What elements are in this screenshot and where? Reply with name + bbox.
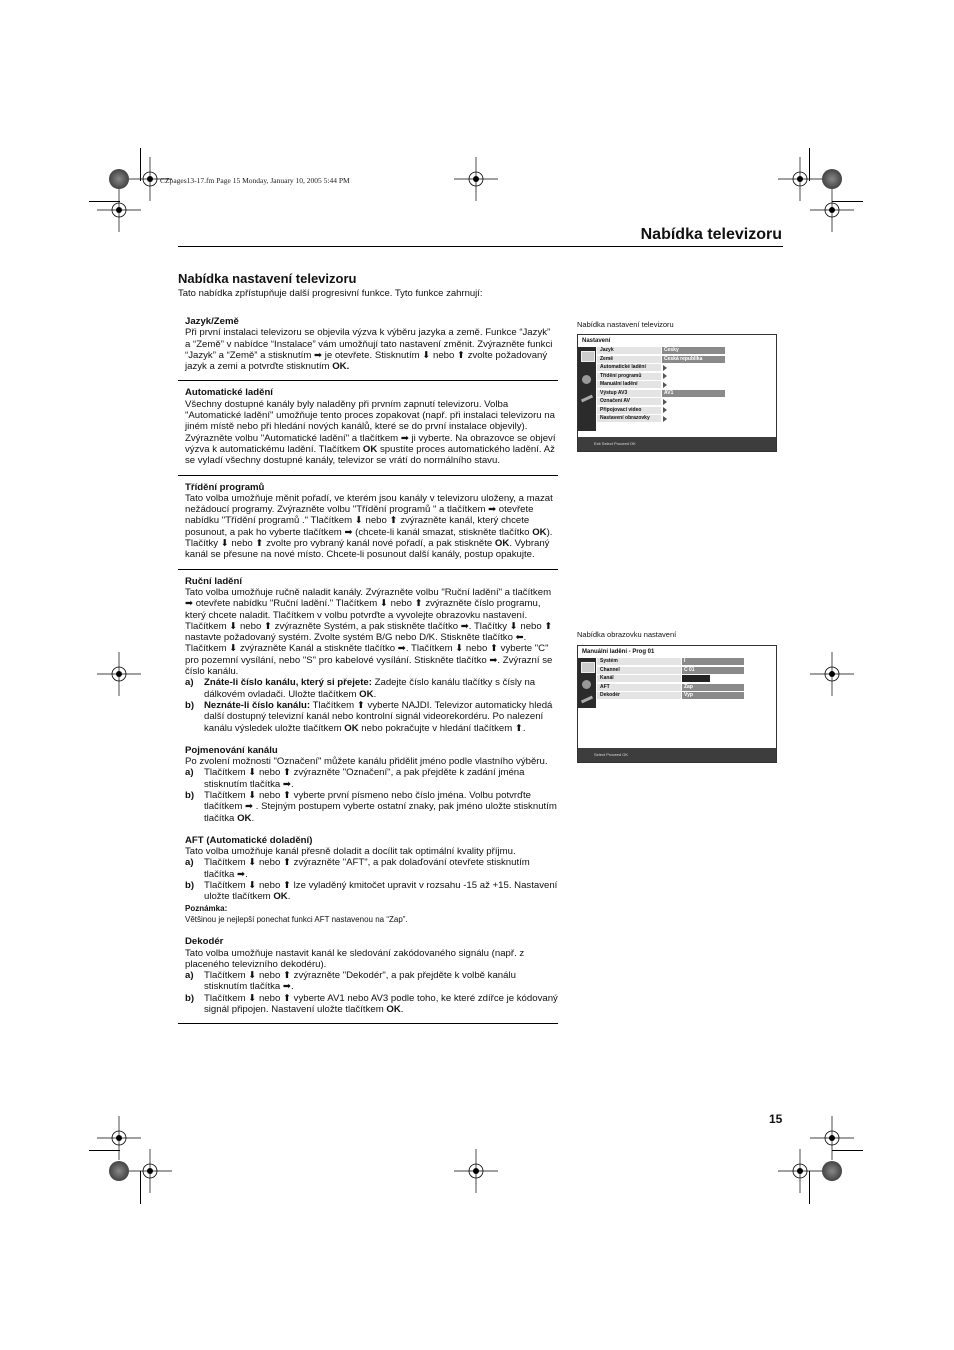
list-item: a) Tlačítkem ⬇ nebo ⬆ zvýrazněte "Dekodér", a pak přejděte k volbě kanálu stisknutím tlačítka ➡. — [185, 970, 516, 993]
section-heading: AFT (Automatické doladění) — [185, 834, 313, 846]
section-heading: Automatické ladění — [185, 387, 273, 399]
screen2-footer: Select Proceed OK — [578, 748, 776, 762]
menu-row-value: Česká republika — [662, 356, 725, 363]
list-item: b) Tlačítkem ⬇ nebo ⬆ lze vyladěný kmitočet upravit v rozsahu -15 až +15. Nastavení uložte tlačítkem OK. — [185, 880, 558, 903]
menu-row[interactable] — [578, 667, 776, 674]
menu-row[interactable] — [578, 692, 776, 699]
section-text: Tato volba umožňuje měnit pořadí, ve kterém jsou kanály v televizoru uloženy, a mazat nežádoucí programy. Zvýrazněte volbu "Třídění programů " a tlačítkem ➡ otevřete nabídku "Třídění programů ." Tlačítkem ⬇ nebo ⬆ zvýrazněte kanál, který chcete posunout, a pak ho vyberte tlačítkem ➡ (chcete-li kanál smazat, stiskněte tlačítko OK). Tlačítky ⬇ nebo ⬆ zvolte pro vybraný kanál nové pořadí, a pak stiskněte OK. Vybraný kanál se přesune na nové místo. Chcete-li posunout další kanály, postup opakujte. — [185, 492, 553, 561]
arrow-right-icon — [663, 382, 667, 388]
intro-text: Tato nabídka zpřístupňuje další progresivní funkce. Tyto funkce zahrnují: — [178, 288, 483, 299]
list-item: a) Tlačítkem ⬇ nebo ⬆ zvýrazněte "Označení", a pak přejděte k zadání jména stisknutím tlačítka ➡. — [185, 767, 525, 790]
section-title: Nabídka nastavení televizoru — [178, 271, 357, 286]
list-item: b) Tlačítkem ⬇ nebo ⬆ vyberte AV1 nebo AV3 podle toho, ke které zdířce je kódovaný signál připojen. Nastavení uložte tlačítkem OK. — [185, 992, 558, 1016]
section-text: Tato volba umožňuje ručně naladit kanály. Zvýrazněte volbu "Ruční ladění" a tlačítkem ➡ otevřete nabídku "Ruční ladění." Tlačítkem ⬇ nebo ⬆ zvýrazněte číslo programu, který chcete naladit. Tlačítkem v volbu potvrďte a vyvolejte obrazovku nastavení. Tlačítkem ⬇ nebo ⬆ zvýrazněte Systém, a pak stiskněte tlačítko ➡. Tlačítky ⬇ nebo ⬆ nastavte požadovaný systém. Zvolte systém B/G nebo D/K. Stiskněte tlačítko ⬅. Tlačítkem ⬇ zvýrazněte Kanál a stiskněte tlačítko ➡. Tlačítkem ⬇ nebo ⬆ vyberte "C" pro pozemní vysílání, nebo "S" pro kabelové vysílání. Stiskněte tlačítko ➡. Zvýrazní se číslo kanálu. — [185, 586, 553, 678]
screen2-title: Manuální ladění - Prog 01 — [582, 649, 655, 655]
menu-row-label: Systém — [597, 658, 681, 665]
menu-row-label: Channel — [597, 667, 681, 674]
registration-mark-icon — [810, 188, 854, 232]
registration-mark-icon — [454, 157, 498, 201]
menu-row[interactable] — [578, 398, 776, 405]
section-text: Tato volba umožňuje kanál přesně doladit a docílit tak optimální kvality příjmu. — [185, 846, 516, 858]
menu-row-label: Jazyk — [597, 347, 661, 354]
header-title: Nabídka televizoru — [640, 226, 782, 243]
registration-mark-icon — [97, 652, 141, 696]
crop-mark — [832, 1150, 863, 1151]
list-item: a) Tlačítkem ⬇ nebo ⬆ zvýrazněte "AFT", a pak dolaďování otevřete stisknutím tlačítka ➡. — [185, 857, 530, 880]
screen2-caption: Nabídka obrazovku nastavení — [577, 630, 677, 639]
arrow-right-icon — [663, 373, 667, 379]
menu-row[interactable] — [578, 381, 776, 388]
menu-row-label: Výstup AV3 — [597, 390, 661, 397]
section-rucni-ladeni-group — [178, 570, 558, 1025]
crop-mark — [809, 148, 810, 181]
registration-mark-icon — [778, 1149, 822, 1193]
section-heading: Pojmenování kanálu — [185, 744, 278, 756]
arrow-right-icon — [663, 365, 667, 371]
screen1-footer: Exit Select Proceed OK — [578, 437, 776, 451]
menu-row-label: Nastavení obrazovky — [597, 415, 661, 422]
menu-row[interactable] — [578, 675, 776, 682]
color-target-icon — [822, 169, 842, 189]
menu-row[interactable] — [578, 390, 776, 397]
menu-row-label: Připojovací video — [597, 407, 661, 414]
list-item: b) Neznáte-li číslo kanálu: Tlačítkem ⬆ vyberte NAJDI. Televizor automaticky hledá další dostupný televizní kanál nebo kontrolní signál videorekordéru. Po nalezení kanálu výsledek uložte tlačítkem OK nebo pokračujte v hledání tlačítkem ⬆. — [185, 699, 553, 734]
screen2-menu — [577, 645, 777, 763]
section-text: Všechny dostupné kanály byly naladěny při prvním zapnutí televizoru. Volba "Automatické ladění" umožňuje tento proces zopakovat (např. při instalaci televizoru na jiném místě nebo při hledání nových kanálů, které se do první instalace objevily). Zvýrazněte volbu "Automatické ladění" a tlačítkem ➡ ji vyberte. Na obrazovce se objeví výzva k automatickému ladění. Tlačítkem OK spustíte proces automatického ladění. Až se vyladí všechny dostupné kanály, televizor se vrátí do normálního stavu. — [185, 398, 556, 467]
menu-row[interactable] — [578, 658, 776, 665]
page-number: 15 — [769, 1112, 783, 1126]
arrow-right-icon — [663, 407, 667, 413]
menu-row-label: Automatické ladění — [597, 364, 661, 371]
menu-row-label: Manuální ladění — [597, 381, 661, 388]
screen1-menu — [577, 334, 777, 452]
registration-mark-icon — [454, 1149, 498, 1193]
menu-row-value: Česky — [662, 347, 725, 354]
registration-mark-icon — [810, 652, 854, 696]
channel-value-bar — [682, 675, 710, 682]
note-text: Většinou je nejlepší ponechat funkci AFT nastavenou na “Zap”. — [185, 914, 408, 924]
menu-row-label: Země — [597, 356, 661, 363]
menu-row-value: I — [682, 658, 744, 665]
crop-mark — [140, 148, 141, 181]
section-trideni-programu — [178, 476, 558, 570]
arrow-right-icon — [663, 399, 667, 405]
menu-row-label: Označení AV — [597, 398, 661, 405]
screen1-title: Nastavení — [582, 338, 611, 344]
menu-row-value: Vyp — [682, 692, 744, 699]
note-heading: Poznámka: — [185, 903, 228, 913]
menu-row[interactable] — [578, 356, 776, 363]
content-column — [178, 310, 558, 1024]
menu-row[interactable] — [578, 415, 776, 422]
menu-row-value: AV1 — [662, 390, 725, 397]
crop-mark — [809, 1171, 810, 1204]
list-item: b) Tlačítkem ⬇ nebo ⬆ vyberte první písmeno nebo číslo jména. Volbu potvrďte tlačítkem ➡ . Stejným postupem vyberte ostatní znaky, pak jméno uložte stisknutím tlačítka OK. — [185, 789, 557, 824]
section-heading: Jazyk/Země — [185, 316, 239, 327]
section-text: Tato volba umožňuje nastavit kanál ke sledování zakódovaného signálu (např. z placeného televizního dekodéru). — [185, 947, 525, 970]
crop-mark — [89, 201, 120, 202]
menu-row[interactable] — [578, 684, 776, 691]
section-text: Při první instalaci televizoru se objevila výzva k výběru jazyka a země. Funkce “Jazyk” a “Země” v nabídce “Instalace” vám umožňují tato nastavení změnit. Zvýrazněte funkci “Jazyk” a “Země” a stisknutím ➡ je otevřete. Stisknutím ⬇ nebo ⬆ zvolte požadovaný jazyk a zemi a potvrďte stisknutím OK. — [185, 327, 553, 373]
menu-row-label: Dekodér — [597, 692, 681, 699]
menu-row-label: Třídění programů — [597, 373, 661, 380]
section-heading: Třídění programů — [185, 481, 265, 493]
list-item: a) Znáte-li číslo kanálu, který si přejete: Zadejte číslo kanálu tlačítky s čísly na dálkovém ovladači. Uložte tlačítkem OK. — [185, 677, 536, 700]
screen1-caption: Nabídka nastavení televizoru — [577, 320, 674, 329]
header-rule — [178, 246, 783, 247]
crop-mark — [832, 201, 863, 202]
section-jazyk — [178, 310, 558, 381]
color-target-icon — [109, 1161, 129, 1181]
menu-row[interactable] — [578, 373, 776, 380]
arrow-right-icon — [663, 416, 667, 422]
menu-row[interactable] — [578, 347, 776, 354]
menu-row[interactable] — [578, 407, 776, 414]
registration-mark-icon — [97, 188, 141, 232]
crop-mark — [89, 1150, 120, 1151]
menu-row-value: Zap — [682, 684, 744, 691]
menu-row-label: Kanál — [597, 675, 681, 682]
section-heading: Dekodér — [185, 936, 224, 948]
menu-row[interactable] — [578, 364, 776, 371]
registration-mark-icon — [128, 1149, 172, 1193]
section-text: Po zvolení možnosti "Označení" můžete kanálu přidělit jméno podle vlastního výběru. — [185, 756, 548, 768]
menu-row-label: AFT — [597, 684, 681, 691]
section-heading: Ruční ladění — [185, 575, 243, 587]
slug-line: CZpages13-17.fm Page 15 Monday, January 10, 2005 5:44 PM — [160, 176, 350, 185]
section-automaticke-ladeni — [178, 381, 558, 475]
color-target-icon — [109, 169, 129, 189]
menu-row-value: C 01 — [682, 667, 744, 674]
crop-mark — [140, 1171, 141, 1204]
color-target-icon — [822, 1161, 842, 1181]
